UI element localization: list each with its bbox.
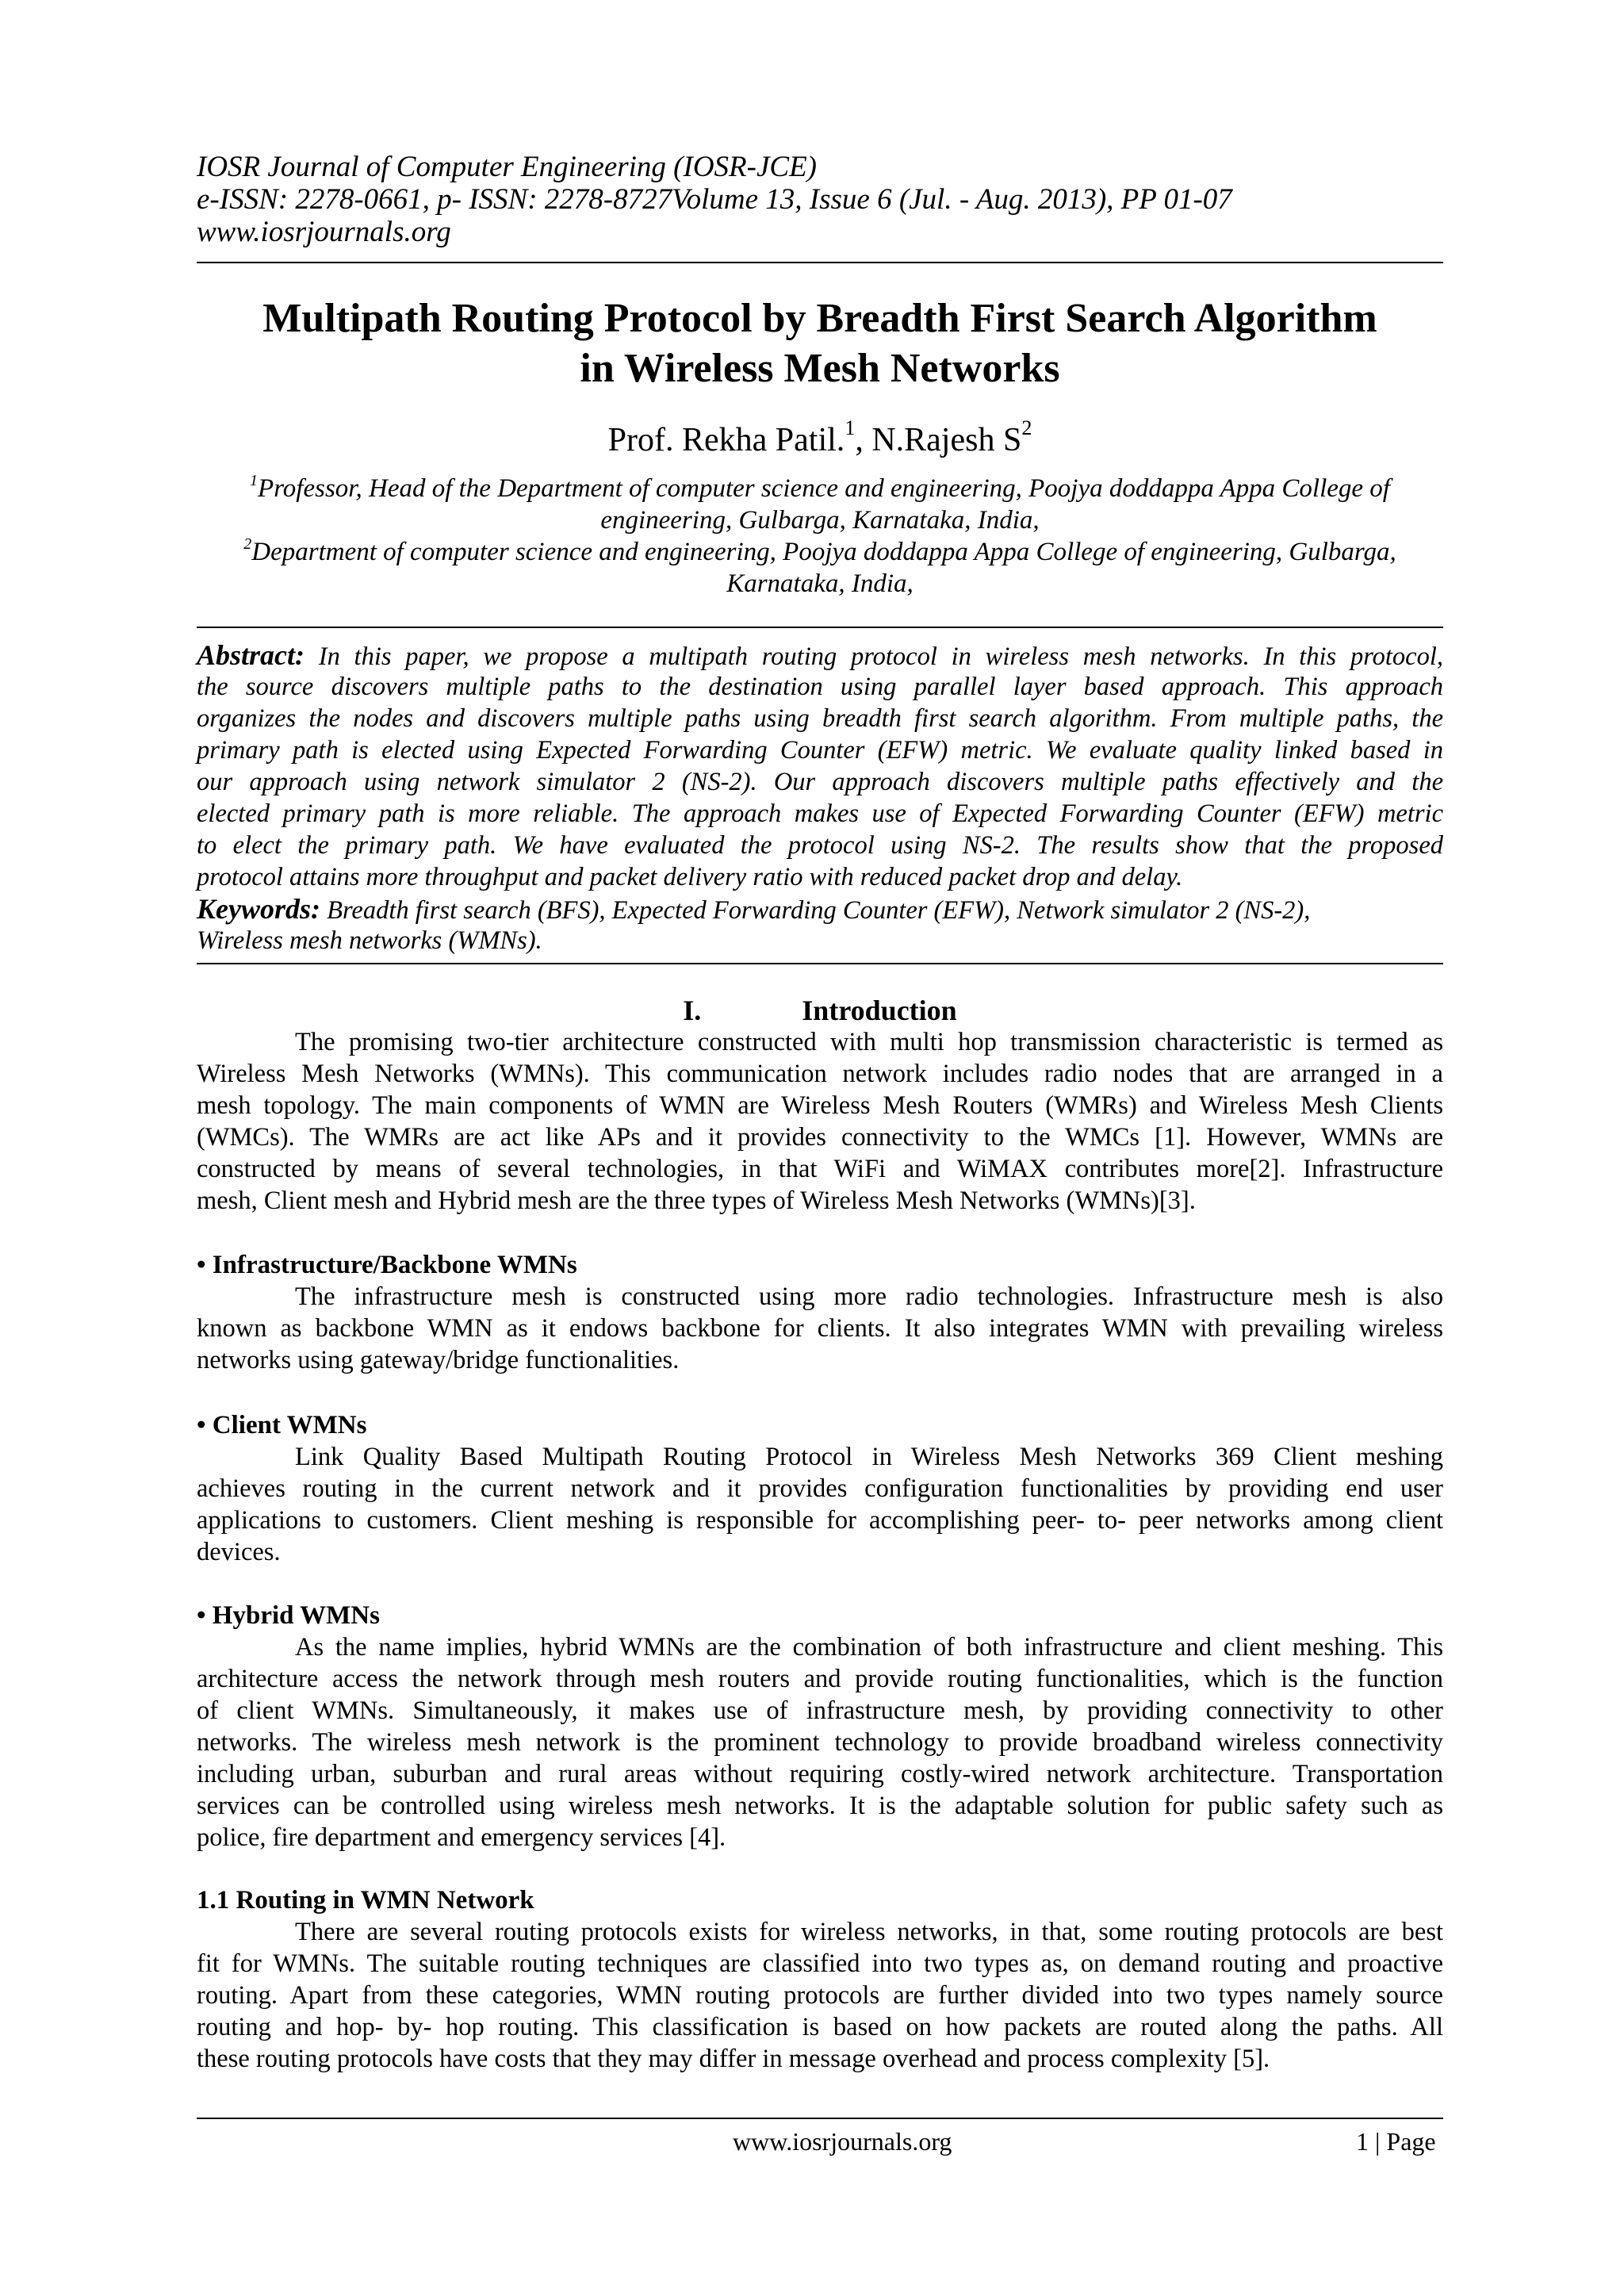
subheading-hybrid: • Hybrid WMNs xyxy=(197,1601,380,1630)
section-title: Introduction xyxy=(802,995,957,1026)
author-list xyxy=(197,416,1443,460)
abstract-line-3: organizes the nodes and discovers multiple paths using breadth first search algorithm. From multiple paths, the xyxy=(197,704,1443,733)
abstract-label: Abstract: xyxy=(197,639,305,671)
hybrid-line-7: police, fire department and emergency services [4]. xyxy=(197,1823,726,1852)
affiliation-1-text: Professor, Head of the Department of computer science and engineering, Poojya doddappa Appa College of xyxy=(258,474,1390,503)
keywords-line-1 xyxy=(197,893,1443,925)
footer-website: www.iosrjournals.org xyxy=(733,2127,952,2156)
client-line-2: achieves routing in the current network and it provides configuration functionalities by providing end user xyxy=(197,1474,1443,1503)
affiliation-2-line-2: Karnataka, India, xyxy=(726,569,914,598)
intro-line-3: mesh topology. The main components of WMN are Wireless Mesh Routers (WMRs) and Wireless Mesh Clients xyxy=(197,1091,1443,1120)
routing-line-5: these routing protocols have costs that they may differ in message overhead and process complexity [5]. xyxy=(197,2045,1270,2073)
affiliation-1 xyxy=(197,473,1443,536)
abstract-block xyxy=(197,639,1443,956)
introduction-paragraph xyxy=(197,1026,1443,1217)
intro-line-6: mesh, Client mesh and Hybrid mesh are the three types of Wireless Mesh Networks (WMNs)[3]. xyxy=(197,1186,1196,1215)
client-line-1: Link Quality Based Multipath Routing Protocol in Wireless Mesh Networks 369 Client meshing xyxy=(295,1443,1443,1471)
journal-name: IOSR Journal of Computer Engineering (IOSR-JCE) xyxy=(197,151,817,183)
section-heading-introduction xyxy=(197,995,1443,1026)
infrastructure-paragraph xyxy=(197,1281,1443,1376)
abstract-line-6: elected primary path is more reliable. The approach makes use of Expected Forwarding Counter (EFW) metric xyxy=(197,799,1443,828)
infra-line-1: The infrastructure mesh is constructed using more radio technologies. Infrastructure mesh is also xyxy=(295,1282,1443,1311)
author-separator: , xyxy=(855,422,872,458)
author-1-affiliation-mark: 1 xyxy=(845,416,856,439)
journal-website: www.iosrjournals.org xyxy=(197,216,451,248)
routing-line-3: routing. Apart from these categories, WMN routing protocols are further divided into two types namely source xyxy=(197,1981,1443,2010)
author-2-affiliation-mark: 2 xyxy=(1021,416,1032,439)
subheading-infrastructure: • Infrastructure/Backbone WMNs xyxy=(197,1251,577,1279)
intro-line-2: Wireless Mesh Networks (WMNs). This communication network includes radio nodes that are arranged in a xyxy=(197,1060,1443,1088)
abstract-line-1 xyxy=(197,639,1443,671)
routing-line-2: fit for WMNs. The suitable routing techniques are classified into two types as, on demand routing and proactive xyxy=(197,1949,1443,1978)
affiliation-2-text: Department of computer science and engineering, Poojya doddappa Appa College of engineering, Gulbarga, xyxy=(251,538,1396,566)
client-line-3: applications to customers. Client meshing is responsible for accomplishing peer- to- peer networks among client xyxy=(197,1506,1443,1535)
journal-header xyxy=(197,151,1440,248)
abstract-line-7: to elect the primary path. We have evaluated the protocol using NS-2. The results show that the proposed xyxy=(197,831,1443,860)
hybrid-paragraph xyxy=(197,1631,1443,1853)
page-number: 1 | Page xyxy=(1356,2127,1436,2156)
intro-line-4: (WMCs). The WMRs are act like APs and it provides connectivity to the WMCs [1]. However, WMNs are xyxy=(197,1123,1443,1152)
hybrid-line-3: of client WMNs. Simultaneously, it makes use of infrastructure mesh, by providing connectivity to other xyxy=(197,1696,1443,1725)
title-line-2: in Wireless Mesh Networks xyxy=(580,346,1060,391)
title-line-1: Multipath Routing Protocol by Breadth First Search Algorithm xyxy=(262,296,1377,341)
footer-rule xyxy=(197,2118,1443,2119)
hybrid-line-4: networks. The wireless mesh network is the prominent technology to provide broadband wireless connectivity xyxy=(197,1728,1443,1757)
affiliation-2-line-1 xyxy=(197,536,1443,568)
abstract-line-5: our approach using network simulator 2 (NS-2). Our approach discovers multiple paths effectively and the xyxy=(197,768,1443,796)
subheading-client: • Client WMNs xyxy=(197,1411,367,1439)
affiliation-1-line-2: engineering, Gulbarga, Karnataka, India, xyxy=(600,506,1040,535)
abstract-top-rule xyxy=(197,627,1443,628)
affiliation-1-line-1 xyxy=(197,473,1443,504)
affiliation-2-mark: 2 xyxy=(243,535,252,553)
journal-issn-volume: e-ISSN: 2278-0661, p- ISSN: 2278-8727Volume 13, Issue 6 (Jul. - Aug. 2013), PP 01-07 xyxy=(197,183,1232,216)
hybrid-line-6: services can be controlled using wireless mesh networks. It is the adaptable solution for public safety such as xyxy=(197,1792,1443,1820)
author-2: N.Rajesh S xyxy=(871,422,1022,458)
abstract-line-8: protocol attains more throughput and packet delivery ratio with reduced packet drop and delay. xyxy=(197,863,1183,891)
hybrid-line-1: As the name implies, hybrid WMNs are the combination of both infrastructure and client meshing. This xyxy=(295,1633,1443,1662)
keywords-text-1: Breadth first search (BFS), Expected Forwarding Counter (EFW), Network simulator 2 (NS-2), xyxy=(320,896,1311,925)
client-line-4: devices. xyxy=(197,1538,281,1566)
header-rule xyxy=(197,262,1443,263)
routing-paragraph xyxy=(197,1916,1443,2075)
routing-line-4: routing and hop- by- hop routing. This classification is based on how packets are routed along the paths. All xyxy=(197,2013,1443,2041)
abstract-text-1: In this paper, we propose a multipath routing protocol in wireless mesh networks. In this protocol, xyxy=(304,642,1443,671)
subheading-routing: 1.1 Routing in WMN Network xyxy=(197,1886,534,1915)
infra-line-3: networks using gateway/bridge functionalities. xyxy=(197,1346,680,1374)
abstract-bottom-rule xyxy=(197,963,1443,964)
hybrid-line-2: architecture access the network through mesh routers and provide routing functionalities, which is the function xyxy=(197,1665,1443,1693)
affiliation-1-mark: 1 xyxy=(250,472,259,489)
section-number: I. xyxy=(683,995,702,1026)
abstract-line-4: primary path is elected using Expected Forwarding Counter (EFW) metric. We evaluate quality linked based in xyxy=(197,736,1443,765)
client-paragraph xyxy=(197,1441,1443,1568)
hybrid-line-5: including urban, suburban and rural areas without requiring costly-wired network architecture. Transportation xyxy=(197,1760,1443,1788)
paper-title xyxy=(197,293,1443,393)
keywords-label: Keywords: xyxy=(197,893,320,925)
affiliation-2 xyxy=(197,536,1443,600)
intro-line-1: The promising two-tier architecture constructed with multi hop transmission characteristic is termed as xyxy=(295,1028,1443,1056)
abstract-line-2: the source discovers multiple paths to the destination using parallel layer based approach. This approach xyxy=(197,673,1443,701)
infra-line-2: known as backbone WMN as it endows backbone for clients. It also integrates WMN with prevailing wireless xyxy=(197,1314,1443,1343)
keywords-line-2: Wireless mesh networks (WMNs). xyxy=(197,926,542,955)
intro-line-5: constructed by means of several technologies, in that WiFi and WiMAX contributes more[2]. Infrastructure xyxy=(197,1155,1443,1183)
author-1: Prof. Rekha Patil. xyxy=(607,422,845,458)
routing-line-1: There are several routing protocols exists for wireless networks, in that, some routing protocols are best xyxy=(295,1918,1443,1946)
